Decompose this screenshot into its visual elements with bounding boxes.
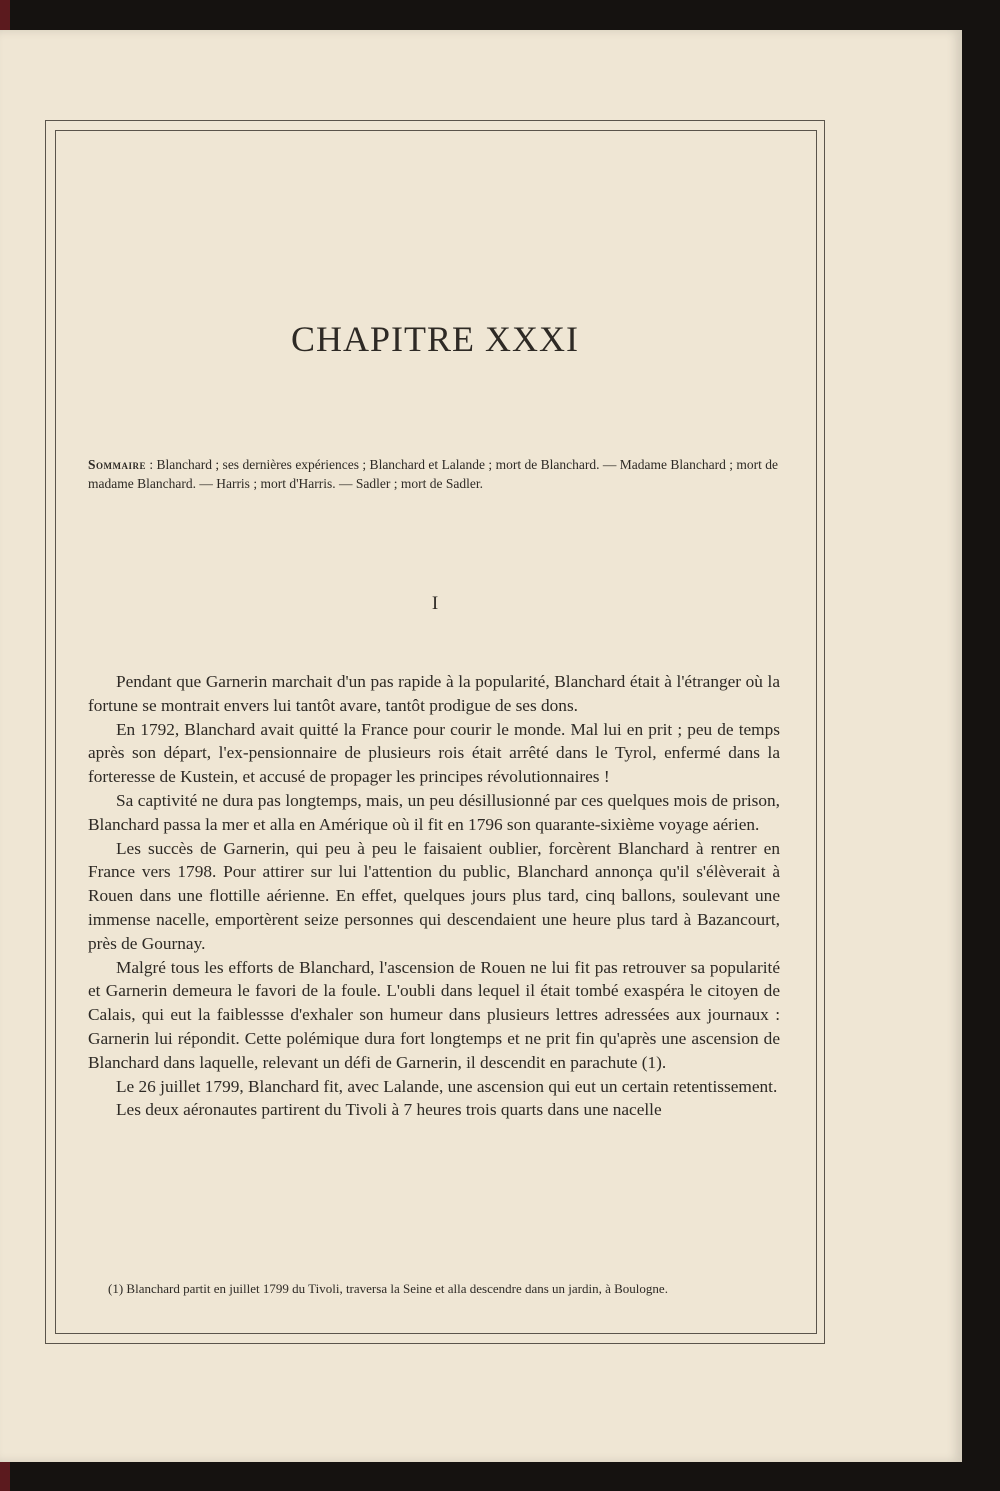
chapter-summary [88,455,778,493]
paragraph: Le 26 juillet 1799, Blanchard fit, avec Lalande, une ascension qui eut un certain retentissement. [116,1076,778,1096]
paragraph: En 1792, Blanchard avait quitté la France pour courir le monde. Mal lui en prit ; peu de temps après son départ, l'ex-pensionnaire de plusieurs rois était arrêté dans le Tyrol, enfermé dans la forteresse de Kustein, et accusé de propager les principes révolutionnaires ! [88,719,780,787]
paragraph: Malgré tous les efforts de Blanchard, l'ascension de Rouen ne lui fit pas retrouver sa popularité et Garnerin demeura le favori de la foule. L'oubli dans lequel il était tombé exaspéra le citoyen de Calais, qui eut la faiblessse d'exhaler son humeur dans plusieurs lettres adressées aux journaux : Garnerin lui répondit. Cette polémique dura fort longtemps et ne prit fin qu'après une ascension de Blanchard dans laquelle, relevant un défi de Garnerin, il descendit en parachute (1). [88,957,780,1072]
paragraph: Les deux aéronautes partirent du Tivoli à 7 heures trois quarts dans une nacelle [116,1100,662,1120]
paragraph: Les succès de Garnerin, qui peu à peu le faisaient oublier, forcèrent Blanchard à rentrer en France vers 1798. Pour attirer sur lui l'attention du public, Blanchard annonça qu'il s'élèverait à Rouen dans une flottille aérienne. En effet, quelques jours plus tard, cinq ballons, soulevant une immense nacelle, emportèrent seize personnes qui descendaient une heure plus tard à Bazancourt, près de Gournay. [88,838,780,953]
footnote-text: (1) Blanchard partit en juillet 1799 du Tivoli, traversa la Seine et alla descendre dans un jardin, à Boulogne. [108,1281,668,1296]
footnote [88,1280,780,1297]
body-text [88,670,780,1122]
summary-text: : Blanchard ; ses dernières expériences ; Blanchard et Lalande ; mort de Blanchard. — Madame Blanchard ; mort de madame Blanchard. — Harris ; mort d'Harris. — Sadler ; mort de Sadler. [88,457,778,491]
paragraph: Pendant que Garnerin marchait d'un pas rapide à la popularité, Blanchard était à l'étranger où la fortune se montrait envers lui tantôt avare, tantôt prodigue de ses dons. [88,672,780,715]
chapter-title: CHAPITRE XXXI [291,319,579,359]
paragraph: Sa captivité ne dura pas longtemps, mais, un peu désillusionné par ces quelques mois de prison, Blanchard passa la mer et alla en Amérique où il fit en 1796 son quarante-sixième voyage aérien. [88,790,780,834]
summary-label: Sommaire [88,457,147,472]
section-number: I [431,593,439,614]
